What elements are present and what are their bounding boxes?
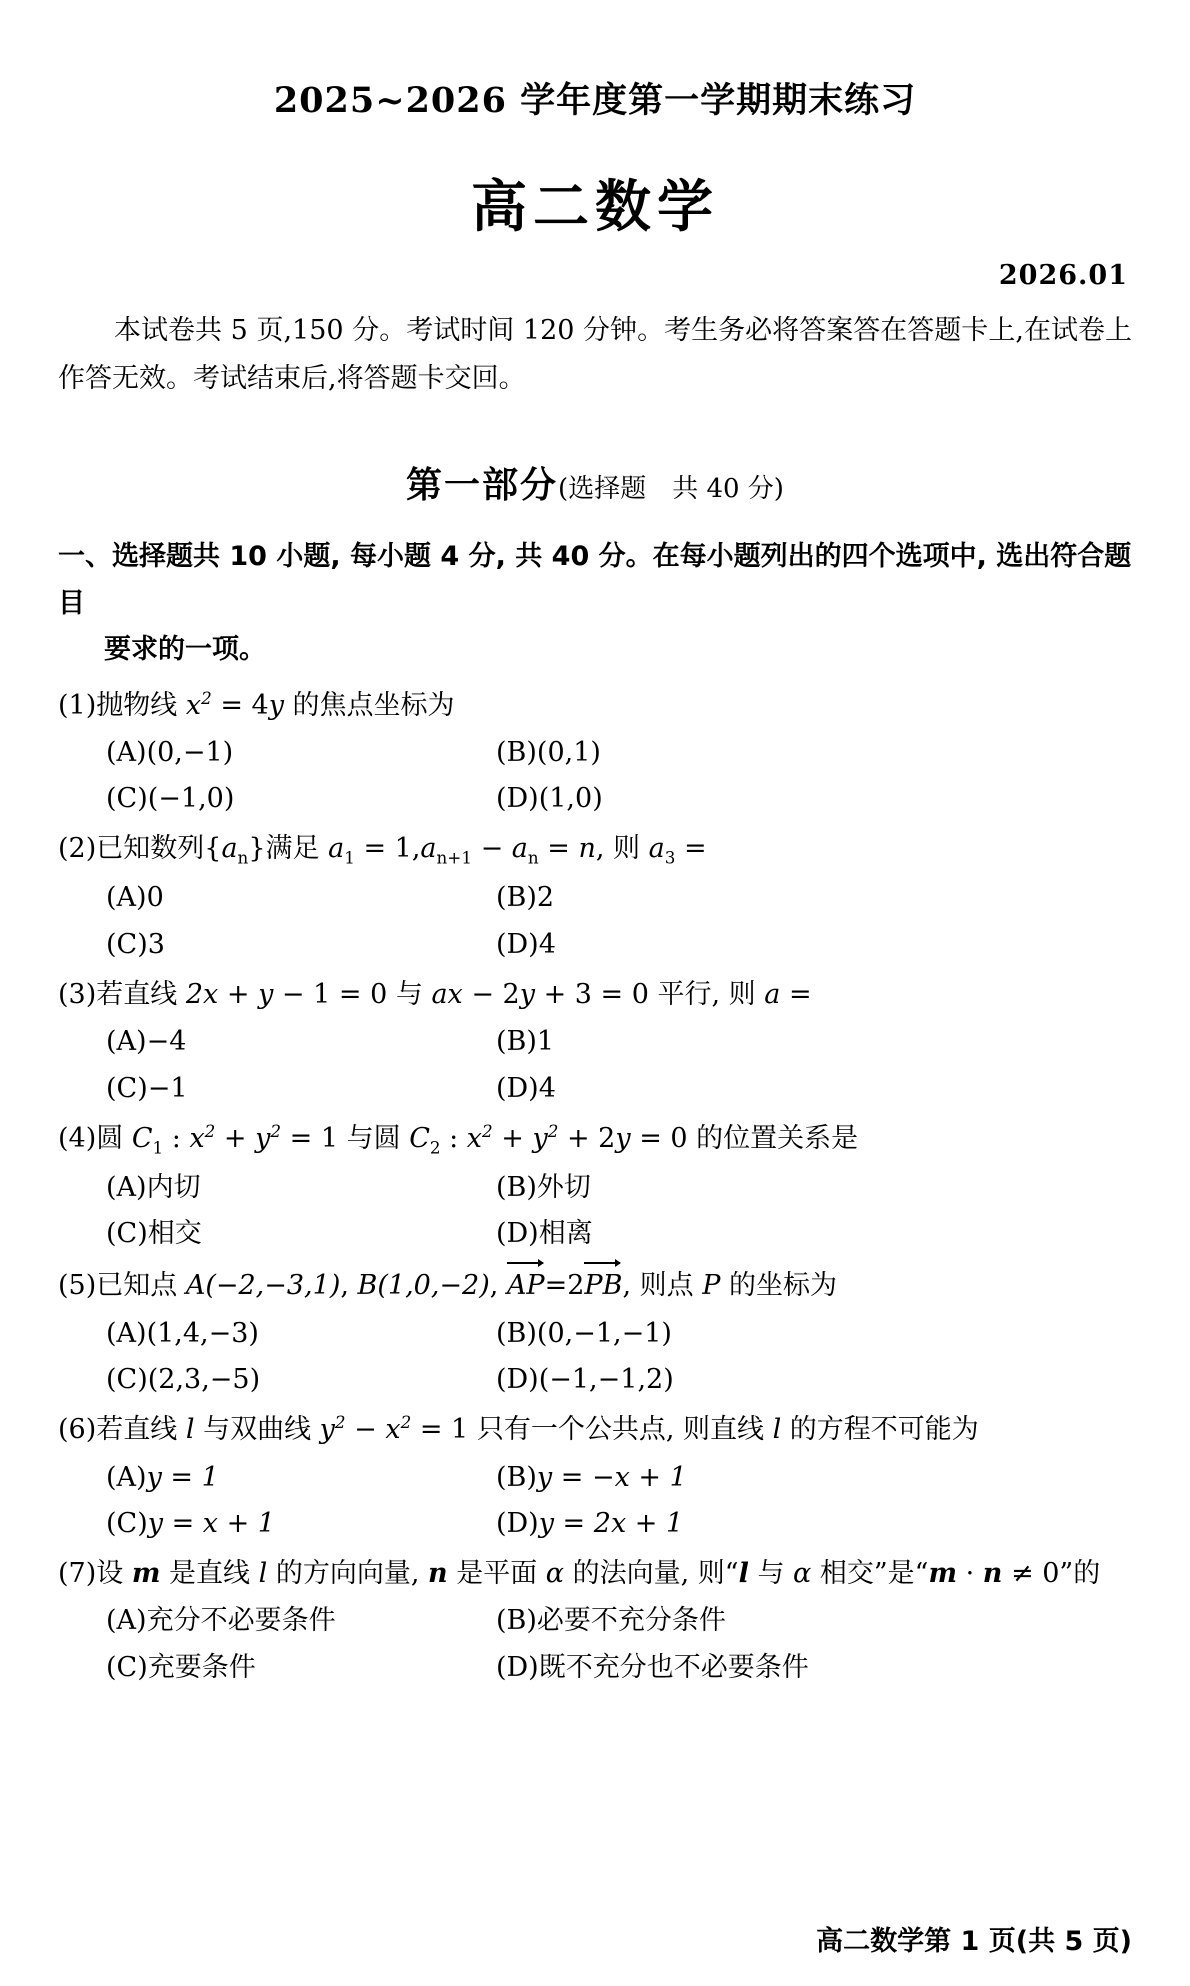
option-b-text: 1 xyxy=(536,1026,555,1058)
q5-vector-ap: AP xyxy=(507,1265,545,1305)
option-b-text: 必要不充分条件 xyxy=(536,1605,726,1637)
question-7-number: (7) xyxy=(58,1558,97,1590)
option-a-text: (0,−1) xyxy=(146,736,234,768)
question-1-options xyxy=(58,734,1132,818)
option-a-label: (A) xyxy=(106,1605,147,1637)
option-row xyxy=(106,1070,1132,1107)
option-a-text: (1,4,−3) xyxy=(146,1317,259,1349)
q7-text-7: 相交”是“ xyxy=(811,1558,929,1590)
option-c-text: (2,3,−5) xyxy=(147,1364,261,1396)
option-d[interactable] xyxy=(496,1505,1132,1542)
option-b-text: 外切 xyxy=(536,1171,591,1203)
q3-equation-1: 2x + y − 1 = 0 xyxy=(185,978,388,1010)
option-d-text: (1,0) xyxy=(538,783,603,815)
option-d-text: (−1,−1,2) xyxy=(538,1364,674,1396)
option-a[interactable] xyxy=(106,1169,496,1206)
q5-text-2: , xyxy=(340,1270,358,1302)
option-c[interactable] xyxy=(106,1505,496,1542)
question-6-stem: (6)若直线 l 与双曲线 $y^2 - x^2 = 1$ 只有一个公共点, 则直线 l 的方程不可能为 xyxy=(58,1412,979,1446)
document-title: 2025~2026 学年度第一学期期末练习 xyxy=(273,80,917,121)
q3-equation-2: ax − 2y + 3 = 0 xyxy=(431,978,649,1010)
part-heading-note: (选择题 共 40 分) xyxy=(558,474,784,505)
option-b[interactable] xyxy=(496,1602,1132,1639)
q3-text-4: = xyxy=(780,978,812,1010)
question-1-text-prefix: 抛物线 xyxy=(96,689,186,721)
option-b-label: (B) xyxy=(496,1026,537,1058)
option-row xyxy=(106,734,1132,771)
q4-text-4: : xyxy=(440,1122,467,1154)
option-b-text: 2 xyxy=(536,882,555,914)
option-c[interactable] xyxy=(106,1070,496,1107)
option-a-label: (A) xyxy=(106,1171,147,1203)
option-a[interactable] xyxy=(106,1023,496,1060)
subject-title: 高二数学 xyxy=(471,174,719,240)
option-d-label: (D) xyxy=(496,1507,539,1539)
question-3 xyxy=(58,976,1132,1107)
q7-text-4: 是平面 xyxy=(447,1558,546,1590)
option-a[interactable] xyxy=(106,1315,496,1352)
option-a-label: (A) xyxy=(106,1317,147,1349)
q4-text-3: 与圆 xyxy=(338,1122,410,1154)
option-c-text: 3 xyxy=(147,928,165,960)
option-row xyxy=(106,1649,1132,1686)
exam-date: 2026.01 xyxy=(998,260,1128,292)
question-4-stem: (4)圆 $C_1$ : $x^2 + y^2 = 1$ 与圆 $C_2$ : $x^2 + y^2 + 2y = 0$ 的位置关系是 xyxy=(58,1120,859,1158)
q5-text-3: , xyxy=(489,1270,507,1302)
question-5-options xyxy=(58,1315,1132,1399)
option-c-label: (C) xyxy=(106,1364,148,1396)
option-b-label: (B) xyxy=(496,1171,537,1203)
q2-text-3: = 1, xyxy=(354,833,421,865)
section-instruction xyxy=(58,534,1132,673)
q6-text-1: 若直线 xyxy=(96,1414,186,1446)
option-d-text: 4 xyxy=(538,928,556,960)
option-d-text: y = 2x + 1 xyxy=(538,1507,684,1539)
option-c[interactable] xyxy=(106,780,496,817)
q4-equation-1: $x^2 + y^2 = 1$ xyxy=(189,1120,339,1154)
option-a-text: y = 1 xyxy=(146,1461,219,1493)
option-b[interactable] xyxy=(496,1169,1132,1206)
option-row xyxy=(106,1505,1132,1542)
option-c-text: y = x + 1 xyxy=(147,1507,275,1539)
q3-text-1: 若直线 xyxy=(96,978,186,1010)
q2-text-6: , 则 xyxy=(595,833,649,865)
q4-text-2: : xyxy=(163,1122,190,1154)
q2-text-1: 已知数列{ xyxy=(96,833,222,865)
q5-text-1: 已知点 xyxy=(96,1270,186,1302)
option-a-text: 内切 xyxy=(146,1171,201,1203)
option-a[interactable] xyxy=(106,1459,496,1496)
exam-page xyxy=(0,82,1190,1986)
option-c[interactable] xyxy=(106,926,496,963)
question-6-number: (6) xyxy=(58,1414,97,1446)
question-2 xyxy=(58,830,1132,963)
option-c-label: (C) xyxy=(106,928,148,960)
option-a-label: (A) xyxy=(106,1461,147,1493)
option-c-label: (C) xyxy=(106,1651,148,1683)
q7-text-1: 设 xyxy=(96,1558,132,1590)
question-7-stem: (7)设 m 是直线 l 的方向向量, n 是平面 α 的法向量, 则“l 与 α 相交”是“m · n ≠ 0”的 xyxy=(58,1558,1101,1590)
q5-point-b: B(1,0,−2) xyxy=(357,1270,490,1302)
option-c-text: 相交 xyxy=(147,1218,202,1250)
question-6-options xyxy=(58,1459,1132,1543)
option-d[interactable] xyxy=(496,1215,1132,1252)
option-a-text: 0 xyxy=(146,882,164,914)
q2-text-2: }满足 xyxy=(248,833,329,865)
option-row xyxy=(106,926,1132,963)
q5-text-6: 的坐标为 xyxy=(720,1270,837,1302)
option-row xyxy=(106,1169,1132,1206)
option-b-text: y = −x + 1 xyxy=(536,1461,687,1493)
question-2-options xyxy=(58,879,1132,963)
option-row xyxy=(106,879,1132,916)
option-a[interactable] xyxy=(106,734,496,771)
option-b-text: (0,1) xyxy=(536,736,601,768)
option-a-text: 充分不必要条件 xyxy=(146,1605,336,1637)
option-c-label: (C) xyxy=(106,1072,148,1104)
option-d[interactable] xyxy=(496,780,1132,817)
option-row xyxy=(106,1315,1132,1352)
question-1-stem xyxy=(58,687,1132,725)
option-b-label: (B) xyxy=(496,736,537,768)
q7-text-2: 是直线 xyxy=(160,1558,259,1590)
section-instruction-line1: 一、选择题共 10 小题, 每小题 4 分, 共 40 分。在每小题列出的四个选项中, 选出符合题目 xyxy=(58,541,1132,619)
q2-text-5: = xyxy=(538,833,579,865)
option-d-text: 相离 xyxy=(538,1218,593,1250)
option-c-label: (C) xyxy=(106,1218,148,1250)
option-c[interactable] xyxy=(106,1649,496,1686)
option-b-label: (B) xyxy=(496,1317,537,1349)
question-4-number: (4) xyxy=(58,1122,97,1154)
option-c-text: (−1,0) xyxy=(147,783,235,815)
option-d[interactable] xyxy=(496,1070,1132,1107)
option-d[interactable] xyxy=(496,926,1132,963)
question-1-equation: $x^2 = 4y$ xyxy=(185,687,284,721)
option-a[interactable] xyxy=(106,879,496,916)
option-a-label: (A) xyxy=(106,1026,147,1058)
q3-text-2: 与 xyxy=(387,978,432,1010)
question-3-stem: (3)若直线 2x + y − 1 = 0 与 ax − 2y + 3 = 0 平行, 则 a = xyxy=(58,978,812,1010)
option-b[interactable] xyxy=(496,1315,1132,1352)
question-3-options xyxy=(58,1023,1132,1107)
option-b-label: (B) xyxy=(496,882,537,914)
q6-text-4: 的方程不可能为 xyxy=(781,1414,979,1446)
option-d-label: (D) xyxy=(496,928,539,960)
q5-point-a: A(−2,−3,1) xyxy=(185,1270,341,1302)
question-5-stem: (5)已知点 A(−2,−3,1), B(1,0,−2), AP=2PB, 则点 P 的坐标为 xyxy=(58,1265,1132,1305)
q6-equation: $y^2 - x^2 = 1$ xyxy=(319,1412,469,1446)
question-4-options xyxy=(58,1169,1132,1253)
option-d-label: (D) xyxy=(496,1218,539,1250)
q4-text-5: 的位置关系是 xyxy=(687,1122,859,1154)
option-row xyxy=(106,1023,1132,1060)
q7-text-6: 与 xyxy=(748,1558,794,1590)
q4-equation-2: $x^2 + y^2 + 2y = 0$ xyxy=(466,1120,688,1154)
q6-text-3: 只有一个公共点, 则直线 xyxy=(468,1414,773,1446)
question-2-stem: (2)已知数列$\{a_n\}$满足 $a_1 = 1,a_{n+1} - a_n = n$, 则 $a_3$ = xyxy=(58,833,707,868)
q7-text-9: ≠ 0”的 xyxy=(1002,1558,1101,1590)
option-row xyxy=(106,1602,1132,1639)
q5-text-5: , 则点 xyxy=(622,1270,703,1302)
question-7-options xyxy=(58,1602,1132,1686)
question-5-number: (5) xyxy=(58,1270,97,1302)
option-c-label: (C) xyxy=(106,1507,148,1539)
option-a[interactable] xyxy=(106,1602,496,1639)
option-d-text: 4 xyxy=(538,1072,556,1104)
exam-instructions-paragraph: 本试卷共 5 页,150 分。考试时间 120 分钟。考生务必将答案答在答题卡上,在试卷上作答无效。考试结束后,将答题卡交回。 xyxy=(58,315,1132,395)
question-2-number: (2) xyxy=(58,833,97,865)
question-3-number: (3) xyxy=(58,978,97,1010)
option-d-label: (D) xyxy=(496,1364,539,1396)
option-c-text: −1 xyxy=(147,1072,188,1104)
option-d[interactable] xyxy=(496,1649,1132,1686)
q4-text-1: 圆 xyxy=(96,1122,132,1154)
option-c[interactable] xyxy=(106,1215,496,1252)
q7-text-5: 的法向量, 则“ xyxy=(564,1558,739,1590)
q7-text-3: 的方向向量, xyxy=(267,1558,428,1590)
option-c-text: 充要条件 xyxy=(147,1651,256,1683)
option-row xyxy=(106,1215,1132,1252)
option-b[interactable] xyxy=(496,1023,1132,1060)
option-b-text: (0,−1,−1) xyxy=(536,1317,672,1349)
question-1 xyxy=(58,687,1132,818)
option-a-label: (A) xyxy=(106,736,147,768)
option-d-text: 既不充分也不必要条件 xyxy=(538,1651,809,1683)
question-7 xyxy=(58,1555,1132,1686)
option-row xyxy=(106,1361,1132,1398)
question-5 xyxy=(58,1265,1132,1398)
q7-text-8: · xyxy=(957,1558,983,1590)
option-c[interactable] xyxy=(106,1361,496,1398)
q5-text-4: =2 xyxy=(544,1270,585,1302)
option-d-label: (D) xyxy=(496,783,539,815)
question-4 xyxy=(58,1120,1132,1253)
option-d[interactable] xyxy=(496,1361,1132,1398)
option-b[interactable] xyxy=(496,879,1132,916)
q2-text-4: − xyxy=(471,833,512,865)
q3-text-3: 平行, 则 xyxy=(648,978,765,1010)
q6-text-2: 与双曲线 xyxy=(194,1414,320,1446)
option-b[interactable] xyxy=(496,734,1132,771)
option-a-label: (A) xyxy=(106,882,147,914)
part-heading-main: 第一部分 xyxy=(406,465,559,507)
q2-text-7: = xyxy=(675,833,707,865)
question-1-text-suffix: 的焦点坐标为 xyxy=(283,689,455,721)
section-instruction-line2: 要求的一项。 xyxy=(104,634,266,666)
option-b-label: (B) xyxy=(496,1605,537,1637)
option-d-label: (D) xyxy=(496,1072,539,1104)
option-row xyxy=(106,1459,1132,1496)
question-6 xyxy=(58,1411,1132,1542)
part-heading xyxy=(58,457,1132,508)
option-b-label: (B) xyxy=(496,1461,537,1493)
q5-vector-pb: PB xyxy=(584,1265,622,1305)
option-d-label: (D) xyxy=(496,1651,539,1683)
option-a-text: −4 xyxy=(146,1026,187,1058)
option-b[interactable] xyxy=(496,1459,1132,1496)
option-row xyxy=(106,780,1132,817)
page-footer: 高二数学第 1 页(共 5 页) xyxy=(816,1926,1132,1957)
question-1-number: (1) xyxy=(58,689,97,721)
option-c-label: (C) xyxy=(106,783,148,815)
